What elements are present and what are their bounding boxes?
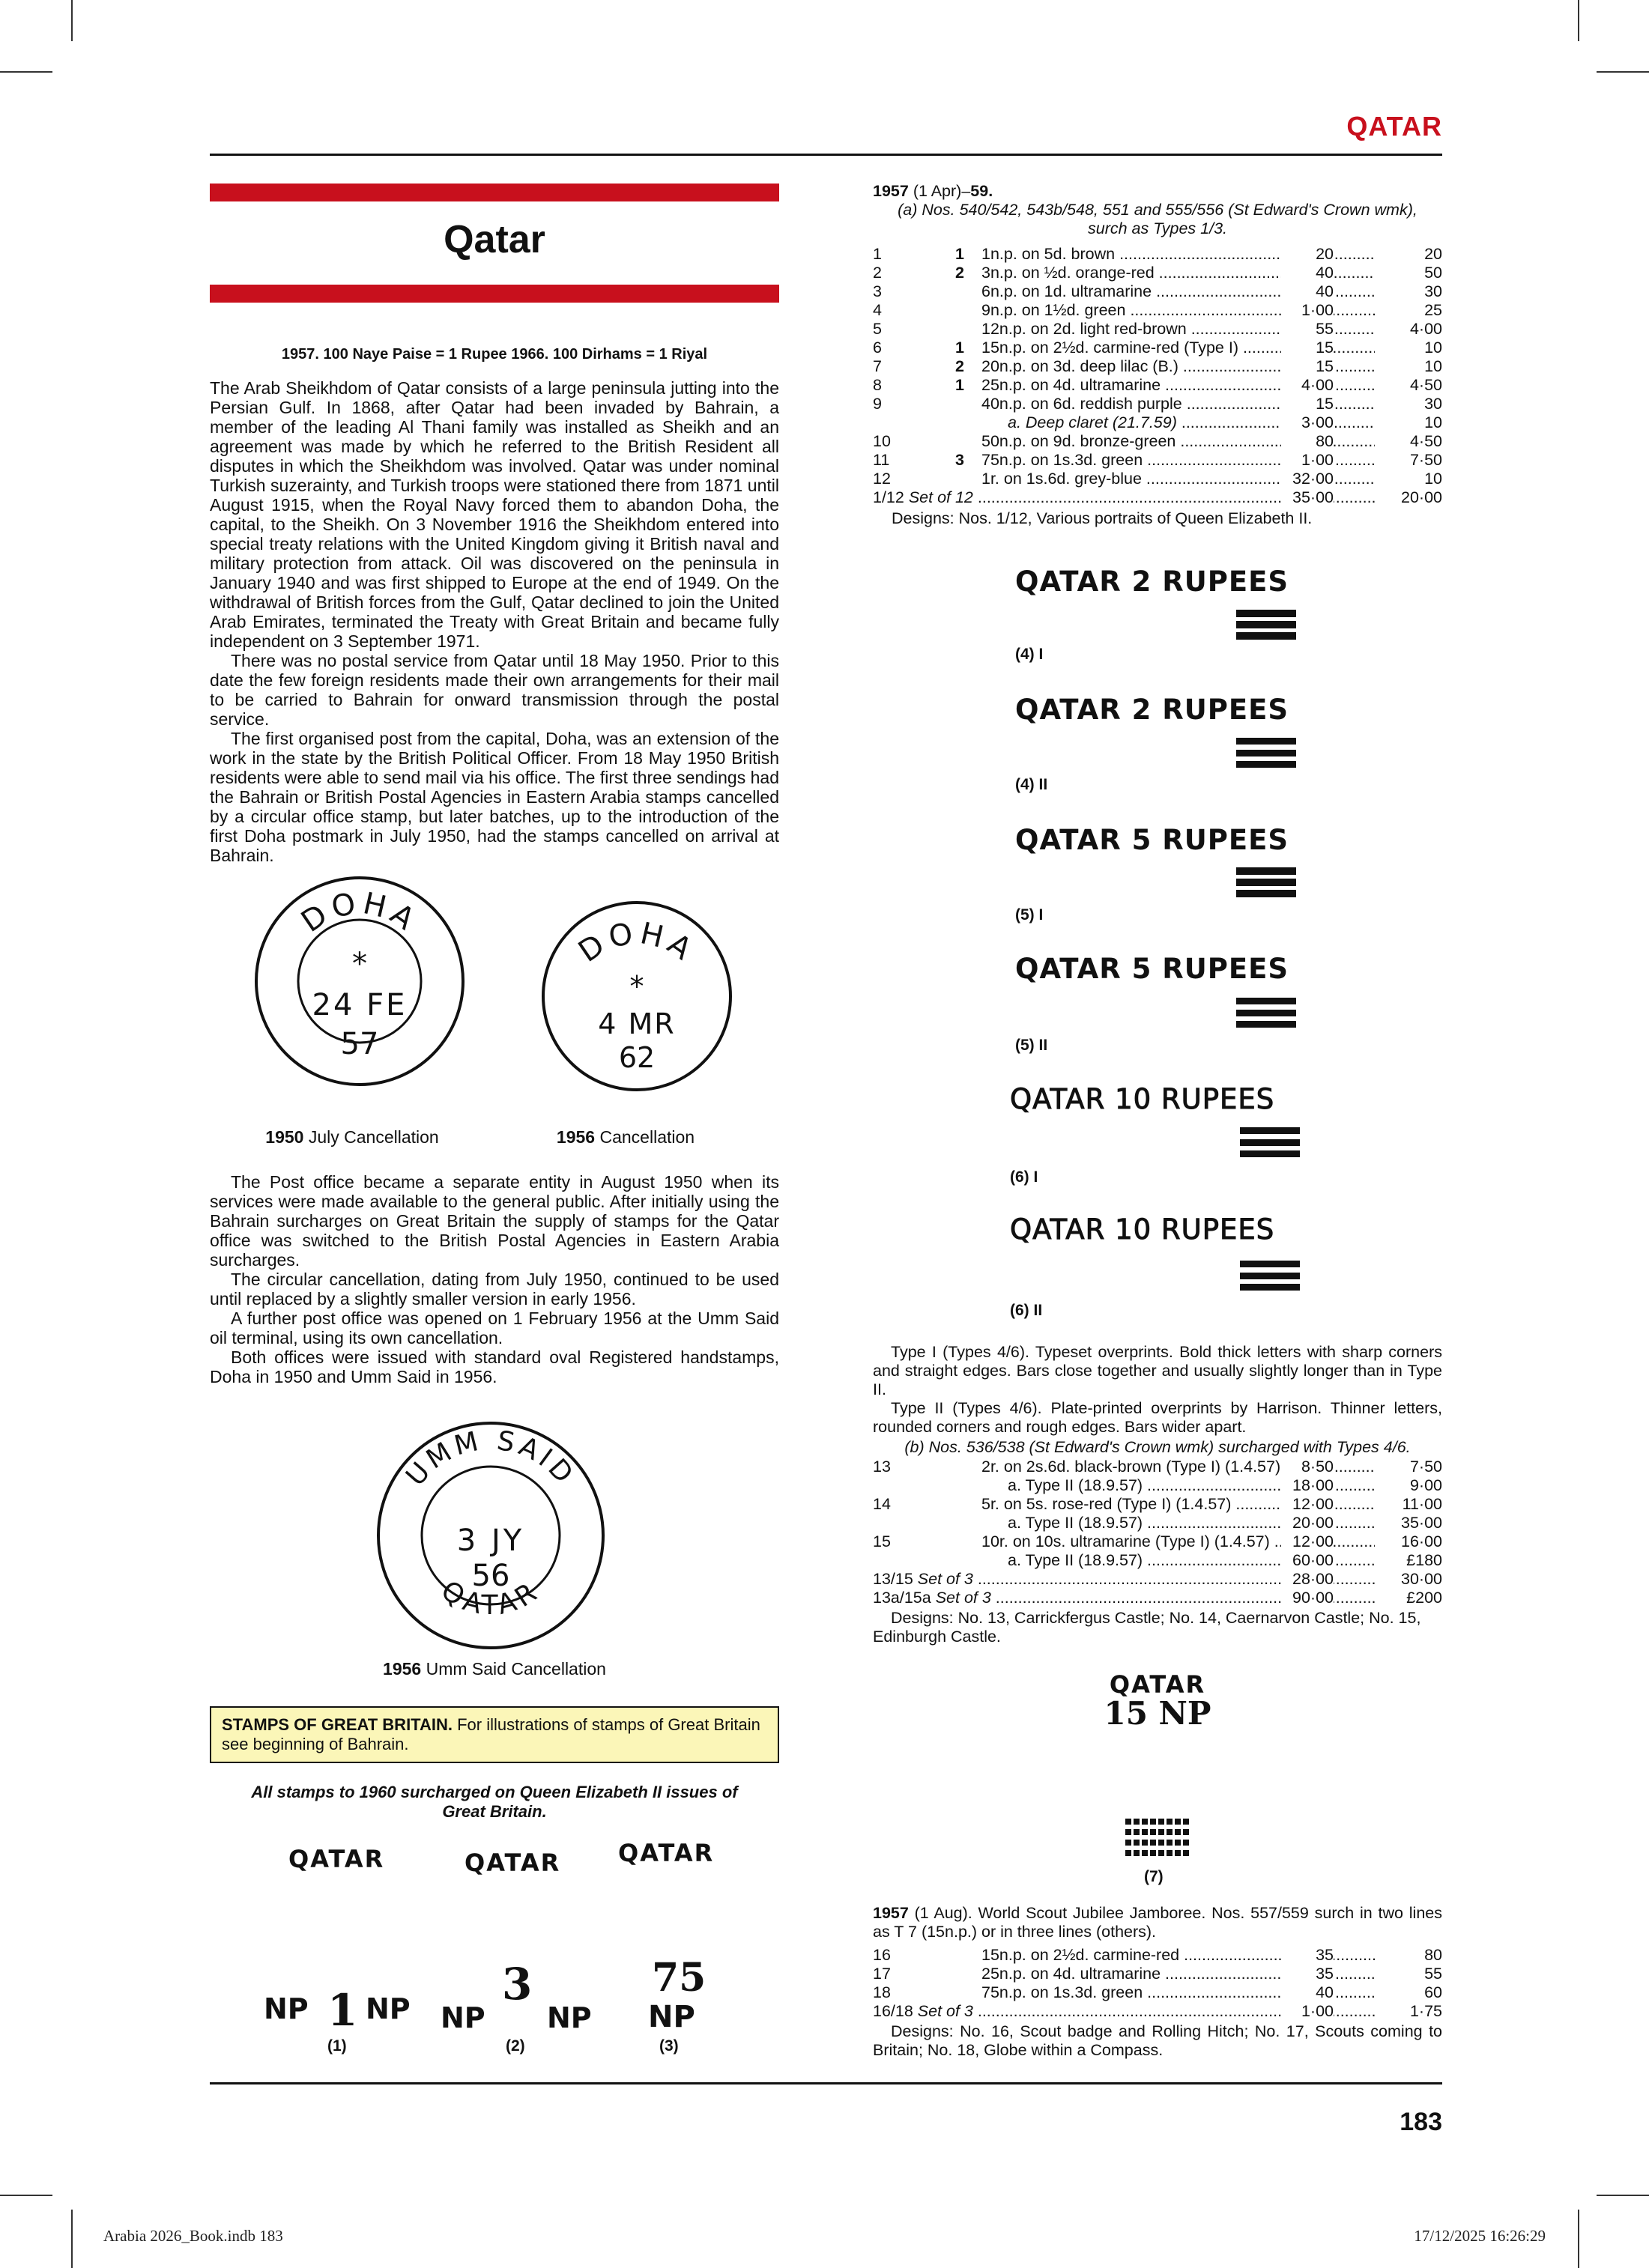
used-price: 80 [1375, 1946, 1442, 1965]
mint-price: 80 [1281, 432, 1334, 451]
stamp-description: 1/12 Set of 12 ..... [873, 488, 1423, 507]
type-2-np-left: NP [441, 2001, 485, 2034]
table-row [873, 488, 1442, 507]
used-price: 10 [1375, 470, 1442, 488]
doha-cancellation-1950 [251, 873, 468, 1090]
type-3-label: (3) [659, 2037, 679, 2055]
type-number: 1 [955, 245, 964, 263]
stamp-description: a. Type II (18.9.57) ..... [1008, 1476, 1423, 1495]
table-row [873, 357, 1442, 376]
type-1-value: 1 [327, 1985, 358, 2036]
overprint-label: (6) I [1010, 1168, 1038, 1186]
intro-text [210, 378, 779, 865]
overprint-bars [1236, 867, 1296, 897]
table-row [873, 413, 1442, 432]
stamp-description: 16/18 Set of 3 ..... [873, 2002, 1423, 2021]
catalogue-number: 5 [873, 320, 882, 338]
type-number: 2 [955, 357, 964, 375]
footer-rule [210, 2082, 1442, 2084]
paragraph: The Post office became a separate entity in August 1950 when its services were made available to the general public. After initially using the Bahrain surcharges on Great Britain the supply of stamps for the Qatar office was switched to the British Postal Agencies in Eastern Arabia surcharges. [210, 1172, 779, 1270]
mint-price: 40 [1281, 264, 1334, 282]
mint-price: 90·00 [1281, 1589, 1334, 1607]
type-3-value: 75 [652, 1955, 707, 2001]
running-head: QATAR [1346, 111, 1442, 142]
mint-price: 8·50 [1281, 1458, 1334, 1476]
paragraph: There was no postal service from Qatar until 18 May 1950. Prior to this date the few foreign residents made their own arrangements for their mail to be carried to Bahrain for onward transmission through the postal service. [210, 651, 779, 729]
cancel-date: 24 FE [312, 988, 408, 1022]
mint-price: 12·00 [1281, 1495, 1334, 1514]
stamp-description: 5r. on 5s. rose-red (Type I) (1.4.57) ..... [981, 1495, 1423, 1514]
overprint-bars [1236, 610, 1296, 640]
catalogue-number: 16 [873, 1946, 891, 1964]
type-2-label: (2) [506, 2037, 525, 2055]
catalogue-number: 10 [873, 432, 891, 450]
stamp-description: 9n.p. on 1½d. green ..... [981, 301, 1423, 320]
used-price: £180 [1375, 1551, 1442, 1570]
overprint-bars [1236, 738, 1296, 768]
note-box: STAMPS OF GREAT BRITAIN. For illustrations of stamps of Great Britain see beginning of Bahrain. [210, 1706, 779, 1763]
used-price: 7·50 [1375, 1458, 1442, 1476]
stamp-description: 3n.p. on ½d. orange-red ..... [981, 264, 1423, 282]
stamp-description: 13a/15a Set of 3 ..... [873, 1589, 1423, 1607]
mint-price: 12·00 [1281, 1532, 1334, 1551]
svg-text:DOHA [572, 916, 701, 970]
crop-mark [1578, 2210, 1579, 2268]
type-1-label: (1) [327, 2037, 347, 2055]
used-price: 25 [1375, 301, 1442, 320]
table-row [873, 282, 1442, 301]
paragraph: The first organised post from the capital, Doha, was an extension of the work in the state by the British Political Officer. From 18 May 1950 British residents were able to send mail via his office. The first three sendings had the Bahrain or British Postal Agencies in Eastern Arabia stamps cancelled by a circular office stamp, but later batches, up to the introduction of the first Doha postmark in July 1950, had the stamps cancelled on arrival at Bahrain. [210, 729, 779, 865]
used-price: 4·00 [1375, 320, 1442, 339]
cancel-caption: 1956 Cancellation [556, 1127, 695, 1147]
stamp-description: 10r. on 10s. ultramarine (Type I) (1.4.57) ..... [981, 1532, 1423, 1551]
table-row [873, 1570, 1442, 1589]
used-price: 10 [1375, 339, 1442, 357]
crop-mark [71, 0, 73, 41]
mint-price: 60·00 [1281, 1551, 1334, 1570]
table-row [873, 1983, 1442, 2002]
slug-left: Arabia 2026_Book.indb 183 [103, 2227, 283, 2245]
mint-price: 1·00 [1281, 451, 1334, 470]
table-row [873, 245, 1442, 264]
stamp-description: 25n.p. on 4d. ultramarine ..... [981, 1965, 1423, 1983]
mint-price: 3·00 [1281, 413, 1334, 432]
crop-mark [0, 71, 52, 73]
used-price: £200 [1375, 1589, 1442, 1607]
overprint-text: QATAR 5 RUPEES [1015, 824, 1289, 856]
type-1-np-left: NP [264, 1992, 309, 2025]
used-price: 7·50 [1375, 451, 1442, 470]
used-price: 10 [1375, 413, 1442, 432]
mint-price: 1·00 [1281, 2002, 1334, 2021]
catalogue-number: 11 [873, 451, 890, 469]
mint-price: 28·00 [1281, 1570, 1334, 1589]
mint-price: 15 [1281, 395, 1334, 413]
table-row [873, 2002, 1442, 2021]
type-1-word: QATAR [288, 1845, 385, 1873]
type-2-np-right: NP [547, 2001, 592, 2034]
currency-line: 1957. 100 Naye Paise = 1 Rupee 1966. 100 Dirhams = 1 Riyal [281, 346, 708, 363]
used-price: 11·00 [1375, 1495, 1442, 1514]
catalogue-table-b [873, 1458, 1442, 1607]
crop-mark [71, 2210, 73, 2268]
stamp-description: 40n.p. on 6d. reddish purple ..... [981, 395, 1423, 413]
type-notes: Type I (Types 4/6). Typeset overprints. Bold thick letters with sharp corners and straight edges. Bars close together and usually slightly longer than in Type II. Type II (Types 4/6). Plate-printed overprints by Harrison. Thinner letters, rounded corners and rough edges. Bars wider apart. [873, 1343, 1442, 1436]
used-price: 55 [1375, 1965, 1442, 1983]
stamp-description: 15n.p. on 2½d. carmine-red ..... [981, 1946, 1423, 1965]
svg-text:DOHA [295, 886, 424, 940]
table-row [873, 1551, 1442, 1570]
table-row [873, 320, 1442, 339]
designs-note: Designs: No. 13, Carrickfergus Castle; No. 14, Caernarvon Castle; No. 15, Edinburgh Castle. [873, 1609, 1421, 1646]
header-rule [210, 154, 1442, 156]
table-row [873, 1532, 1442, 1551]
table-row [873, 1495, 1442, 1514]
mint-price: 32·00 [1281, 470, 1334, 488]
stamp-description: 25n.p. on 4d. ultramarine ..... [981, 376, 1423, 395]
paragraph: Both offices were issued with standard oval Registered handstamps, Doha in 1950 and Umm Said in 1956. [210, 1347, 779, 1386]
used-price: 10 [1375, 357, 1442, 376]
used-price: 9·00 [1375, 1476, 1442, 1495]
stamp-description: 1r. on 1s.6d. grey-blue ..... [981, 470, 1423, 488]
stamp-description: 6n.p. on 1d. ultramarine ..... [981, 282, 1423, 301]
used-price: 30·00 [1375, 1570, 1442, 1589]
type-7-label: (7) [1144, 1868, 1164, 1885]
stamp-description: 20n.p. on 3d. deep lilac (B.) ..... [981, 357, 1423, 376]
stamp-description: 12n.p. on 2d. light red-brown ..... [981, 320, 1423, 339]
crop-mark [1597, 2195, 1649, 2196]
doha-cancellation-1956 [517, 899, 757, 1094]
surcharge-heading: All stamps to 1960 surcharged on Queen Elizabeth II issues of Great Britain. [251, 1783, 738, 1821]
type-number: 2 [955, 264, 964, 282]
cancel-date: 4 MR [598, 1007, 676, 1040]
crop-mark [0, 2195, 52, 2196]
title-bar-bottom [210, 285, 779, 303]
type-number: 1 [955, 339, 964, 357]
cancel-year: 56 [471, 1559, 510, 1593]
used-price: 30 [1375, 282, 1442, 301]
catalogue-number: 18 [873, 1983, 891, 2001]
table-row [873, 1514, 1442, 1532]
catalogue-number: 4 [873, 301, 882, 319]
slug-right: 17/12/2025 16:26:29 [1414, 2227, 1546, 2245]
cancel-date: 3 JY [456, 1523, 525, 1558]
catalogue-number: 17 [873, 1965, 891, 1983]
catalogue-number: 8 [873, 376, 882, 394]
mint-price: 1·00 [1281, 301, 1334, 320]
cancel-year: 62 [618, 1041, 656, 1074]
type-7-overprint: QATAR 15 NP [1104, 1670, 1211, 1732]
overprint-label: (4) I [1015, 646, 1044, 663]
used-price: 4·50 [1375, 376, 1442, 395]
catalogue-table-a [873, 245, 1442, 507]
stamp-description: 13/15 Set of 3 ..... [873, 1570, 1423, 1589]
paragraph: The circular cancellation, dating from July 1950, continued to be used until replaced by a slightly smaller version in early 1956. [210, 1270, 779, 1309]
paragraph: The Arab Sheikhdom of Qatar consists of a large peninsula jutting into the Persian Gulf. In 1868, after Qatar had been invaded by Bahrain, a member of the leading Al Thani family was installed as Sheikh and an agreement was made by which he referred to the British Resident all disputes in which the Sheikhdom was involved. Qatar was under nominal Turkish suzerainty, and Turkish troops were stationed there from 1871 until August 1915, when the Royal Navy forced them to abandon Doha, the capital, to the Sheikh. On 3 November 1916 the Sheikhdom entered into special treaty relations with the United Kingdom giving it British naval and military protection from attack. Oil was discovered on the peninsula in January 1940 and was first shipped to Europe at the end of 1949. On the withdrawal of British forces from the Gulf, Qatar declined to join the United Arab Emirates, terminated the Treaty with Great Britain and became fully independent on 3 September 1971. [210, 378, 779, 651]
mint-price: 15 [1281, 357, 1334, 376]
sub-heading: (a) Nos. 540/542, 543b/548, 551 and 555/556 (St Edward's Crown wmk), surch as Types 1/3. [898, 201, 1417, 237]
overprint-label: (4) II [1015, 776, 1048, 793]
cancel-country: QATAR [435, 1574, 546, 1622]
overprint-label: (5) I [1015, 906, 1044, 924]
table-row [873, 395, 1442, 413]
type-3-word: QATAR [618, 1839, 715, 1867]
designs-note: Designs: Nos. 1/12, Various portraits of Queen Elizabeth II. [892, 509, 1313, 527]
overprint-text: QATAR 10 RUPEES [1010, 1083, 1275, 1115]
type-3-np-right: NP [648, 2000, 695, 2034]
mint-price: 20 [1281, 245, 1334, 264]
cancel-town: DOHA [572, 915, 702, 970]
stamp-description: 1n.p. on 5d. brown ..... [981, 245, 1423, 264]
stamp-description: 75n.p. on 1s.3d. green ..... [981, 1983, 1423, 2002]
cancel-year: 57 [340, 1027, 379, 1061]
overprint-bars [1240, 1261, 1300, 1291]
title-bar-top [210, 184, 779, 201]
mint-price: 18·00 [1281, 1476, 1334, 1495]
mint-price: 15 [1281, 339, 1334, 357]
mint-price: 35·00 [1281, 488, 1334, 507]
crop-mark [1578, 0, 1579, 41]
catalogue-number: 15 [873, 1532, 891, 1550]
overprint-label: (6) II [1010, 1302, 1043, 1319]
table-row [873, 1965, 1442, 1983]
stamp-description: a. Deep claret (21.7.59) ..... [1008, 413, 1423, 432]
table-row [873, 376, 1442, 395]
table-row [873, 432, 1442, 451]
sub-heading-b: (b) Nos. 536/538 (St Edward's Crown wmk) surcharged with Types 4/6. [904, 1438, 1411, 1456]
table-row [873, 1946, 1442, 1965]
overprint-text: QATAR 2 RUPEES [1015, 566, 1289, 598]
type-number: 1 [955, 376, 964, 394]
overprint-text: QATAR 2 RUPEES [1015, 694, 1289, 726]
stamp-description: a. Type II (18.9.57) ..... [1008, 1551, 1423, 1570]
table-row [873, 301, 1442, 320]
catalogue-number: 3 [873, 282, 882, 300]
table-row [873, 339, 1442, 357]
type-1-np-right: NP [366, 1992, 411, 2025]
cancel-town: UMM SAID [400, 1425, 581, 1492]
svg-text:UMM SAID [400, 1425, 581, 1492]
paragraph: A further post office was opened on 1 February 1956 at the Umm Said oil terminal, using its own cancellation. [210, 1309, 779, 1347]
table-row [873, 264, 1442, 282]
used-price: 4·50 [1375, 432, 1442, 451]
umm-said-cancellation [371, 1419, 611, 1652]
crop-mark [1597, 71, 1649, 73]
catalogue-number: 12 [873, 470, 891, 488]
used-price: 35·00 [1375, 1514, 1442, 1532]
overprint-bars [1236, 998, 1296, 1028]
mint-price: 55 [1281, 320, 1334, 339]
table-row [873, 1458, 1442, 1476]
catalogue-table-c [873, 1946, 1442, 2021]
type-number: 3 [955, 451, 964, 469]
cancel-star: * [629, 970, 644, 1003]
mint-price: 40 [1281, 1983, 1334, 2002]
used-price: 16·00 [1375, 1532, 1442, 1551]
overprint-bars [1240, 1127, 1300, 1157]
catalogue-number: 14 [873, 1495, 891, 1513]
page-title: Qatar [444, 218, 545, 261]
stamp-description: 75n.p. on 1s.3d. green ..... [981, 451, 1423, 470]
overprint-text: QATAR 5 RUPEES [1015, 953, 1289, 985]
issue-jamboree-heading: 1957 (1 Aug). World Scout Jubilee Jamboree. Nos. 557/559 surch in two lines as T 7 (15n.p.) or in three lines (others). [873, 1904, 1442, 1941]
stamp-description: 2r. on 2s.6d. black-brown (Type I) (1.4.57) ..... [981, 1458, 1423, 1476]
mint-price: 35 [1281, 1965, 1334, 1983]
table-row [873, 1589, 1442, 1607]
catalogue-number: 1 [873, 245, 882, 263]
mint-price: 4·00 [1281, 376, 1334, 395]
stamp-description: 50n.p. on 9d. bronze-green ..... [981, 432, 1423, 451]
catalogue-number: 7 [873, 357, 882, 375]
stamp-description: a. Type II (18.9.57) ..... [1008, 1514, 1423, 1532]
table-row [873, 451, 1442, 470]
cancel-caption: 1956 Umm Said Cancellation [383, 1659, 606, 1679]
mint-price: 40 [1281, 282, 1334, 301]
table-row [873, 1476, 1442, 1495]
used-price: 20·00 [1375, 488, 1442, 507]
catalogue-number: 6 [873, 339, 882, 357]
used-price: 50 [1375, 264, 1442, 282]
used-price: 20 [1375, 245, 1442, 264]
overprint-text: QATAR 10 RUPEES [1010, 1213, 1275, 1246]
type-7-bars [1125, 1819, 1189, 1856]
designs-note: Designs: No. 16, Scout badge and Rolling Hitch; No. 17, Scouts coming to Britain; No. 18, Globe within a Compass. [873, 2022, 1442, 2059]
cancel-caption: 1950 July Cancellation [265, 1127, 439, 1147]
catalogue-number: 13 [873, 1458, 891, 1476]
table-row [873, 470, 1442, 488]
type-2-value: 3 [502, 1959, 533, 2010]
overprint-label: (5) II [1015, 1037, 1048, 1054]
stamp-description: 15n.p. on 2½d. carmine-red (Type I) ..... [981, 339, 1423, 357]
type-2-word: QATAR [465, 1849, 561, 1877]
catalogue-number: 9 [873, 395, 882, 413]
catalogue-number: 2 [873, 264, 882, 282]
cancel-star: * [352, 947, 367, 981]
page-number: 183 [1400, 2108, 1442, 2136]
cancel-town: DOHA [295, 885, 425, 940]
used-price: 1·75 [1375, 2002, 1442, 2021]
used-price: 30 [1375, 395, 1442, 413]
mint-price: 35 [1281, 1946, 1334, 1965]
mint-price: 20·00 [1281, 1514, 1334, 1532]
used-price: 60 [1375, 1983, 1442, 2002]
post-office-text [210, 1172, 779, 1386]
issue-1957-heading: 1957 (1 Apr)–59. (a) Nos. 540/542, 543b/548, 551 and 555/556 (St Edward's Crown wmk), surch as Types 1/3. [873, 182, 1442, 238]
